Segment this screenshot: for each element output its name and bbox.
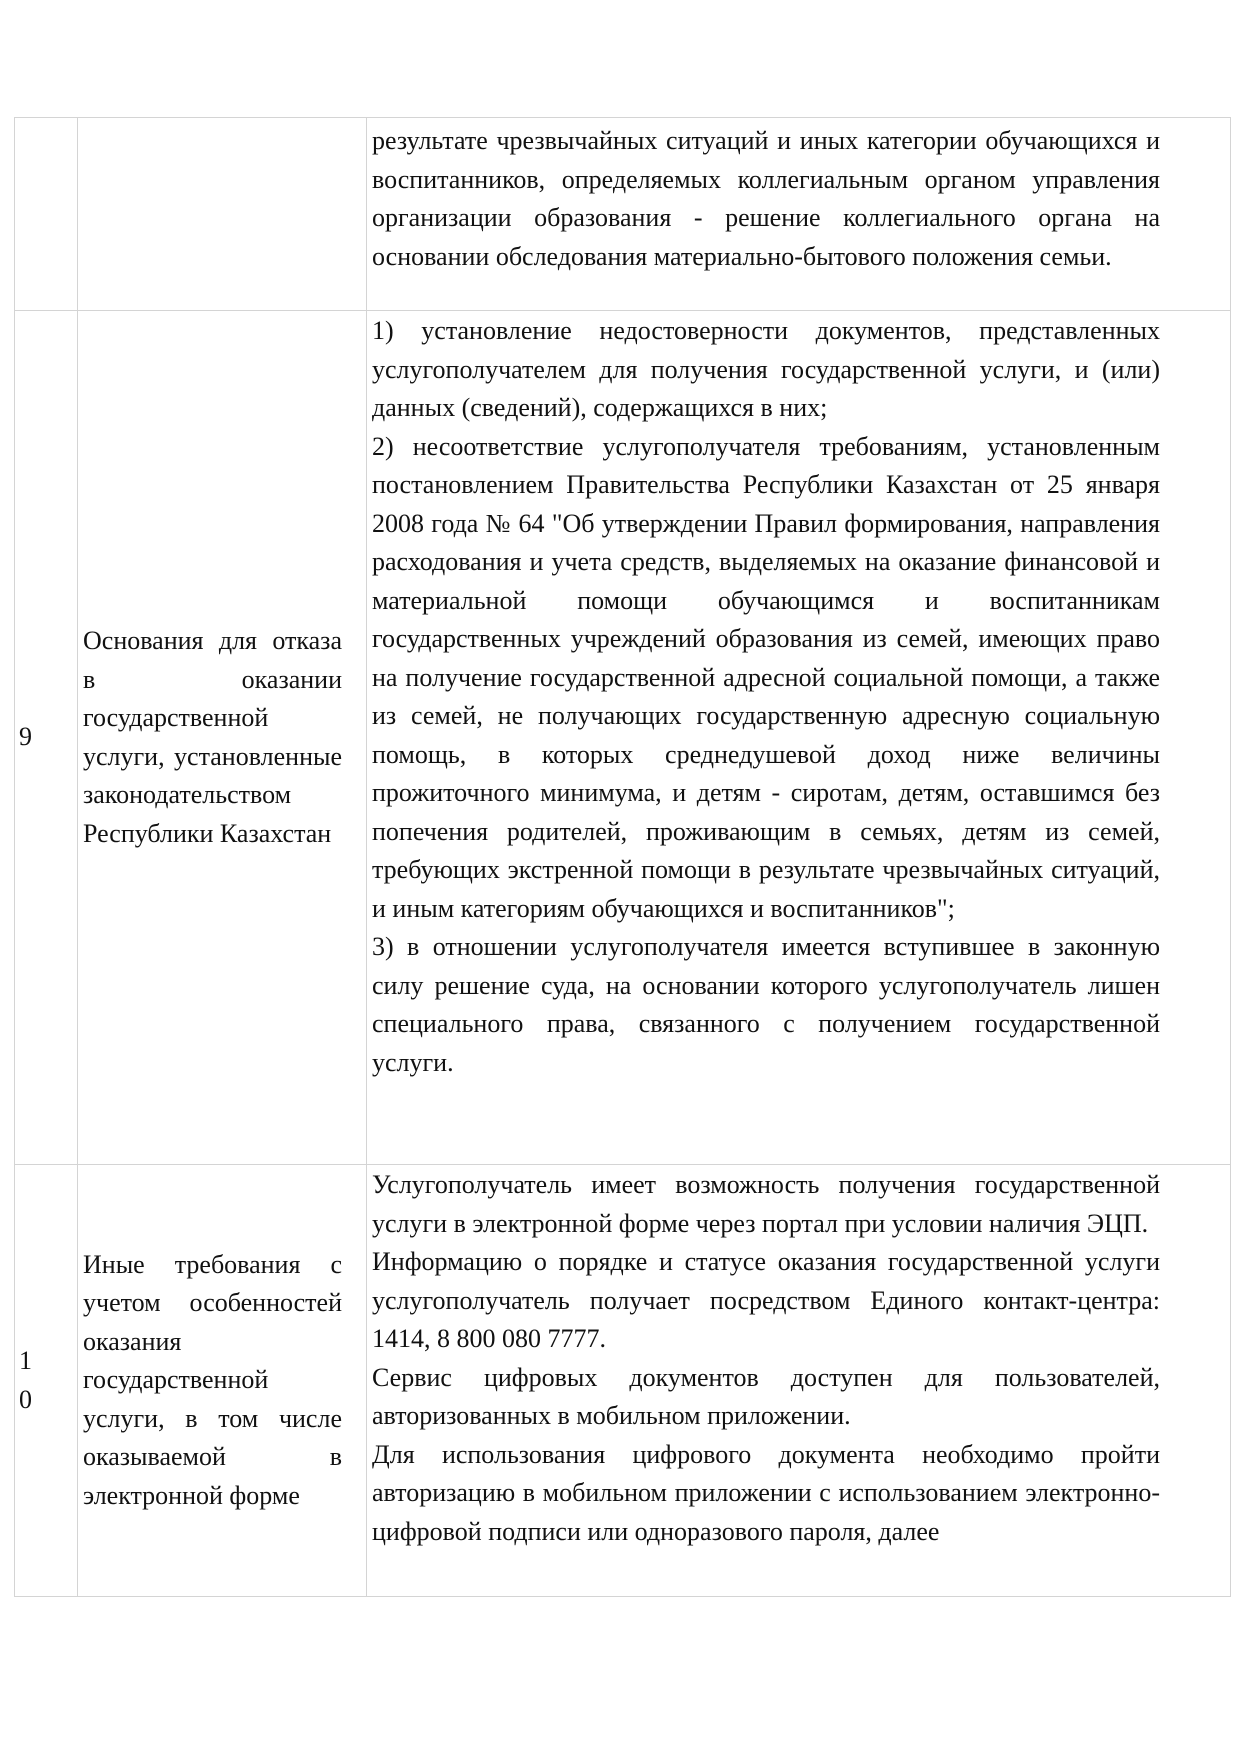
row-number: 9: [19, 722, 32, 752]
row-description-cell: [367, 118, 1231, 311]
row-name-cell: [78, 311, 367, 1165]
description-paragraph: Сервис цифровых документов доступен для пользователей, авторизованных в мобильном приложении.: [372, 1362, 1160, 1430]
row-number-cell: [15, 311, 78, 1165]
table-row: [15, 118, 1231, 311]
table-row: [15, 1165, 1231, 1597]
row-name: Основания для отказа в оказании государственной услуги, установленные законодательством Республики Казахстан: [83, 626, 342, 848]
description-paragraph: 1) установление недостоверности документов, представленных услугополучателем для получения государственной услуги, и (или) данных (сведений), содержащихся в них;: [372, 316, 1160, 422]
description-paragraph: результате чрезвычайных ситуаций и иных категории обучающихся и воспитанников, определяемых коллегиальным органом управления организации образования - решение коллегиального органа на основании обследования материально-бытового положения семьи.: [372, 126, 1160, 271]
description-paragraph: Информацию о порядке и статусе оказания государственной услуги услугополучатель получает посредством Единого контакт-центра: 1414, 8 800 080 7777.: [372, 1247, 1160, 1353]
row-description: [367, 118, 1230, 276]
row-description: [367, 1165, 1230, 1551]
row-number-cell: [15, 1165, 78, 1597]
row-description-cell: [367, 1165, 1231, 1597]
description-paragraph: 2) несоответствие услугополучателя требованиям, установленным постановлением Правительства Республики Казахстан от 25 января 2008 года № 64 "Об утверждении Правил формирования, направления расходования и учета средств, выделяемых на оказание финансовой и материальной помощи обучающимся и воспитанникам государственных учреждений образования из семей, имеющих право на получение государственной адресной социальной помощи, а также из семей, не получающих государственную адресную социальную помощь, в которых среднедушевой доход ниже величины прожиточного минимума, и детям - сиротам, детям, оставшимся без попечения родителей, проживающим в семьях, детям из семей, требующих экстренной помощи в результате чрезвычайных ситуаций, и иным категориям обучающихся и воспитанников";: [372, 431, 1160, 923]
row-number: 1 0: [19, 1346, 32, 1414]
service-standard-table: [14, 117, 1231, 1597]
table-row: [15, 311, 1231, 1165]
row-description-cell: [367, 311, 1231, 1165]
row-number-cell: [15, 118, 78, 311]
row-name-cell: [78, 1165, 367, 1597]
row-name: Иные требования с учетом особенностей оказания государственной услуги, в том числе оказываемой в электронной форме: [83, 1249, 342, 1510]
description-paragraph: Для использования цифрового документа необходимо пройти авторизацию в мобильном приложении с использованием электронно-цифровой подписи или одноразового пароля, далее: [372, 1439, 1160, 1546]
description-paragraph: Услугополучатель имеет возможность получения государственной услуги в электронной форме через портал при условии наличия ЭЦП.: [372, 1170, 1160, 1238]
row-description: [367, 311, 1230, 1082]
description-paragraph: 3) в отношении услугополучателя имеется вступившее в законную силу решение суда, на основании которого услугополучатель лишен специального права, связанного с получением государственной услуги.: [372, 932, 1160, 1077]
row-name-cell: [78, 118, 367, 311]
